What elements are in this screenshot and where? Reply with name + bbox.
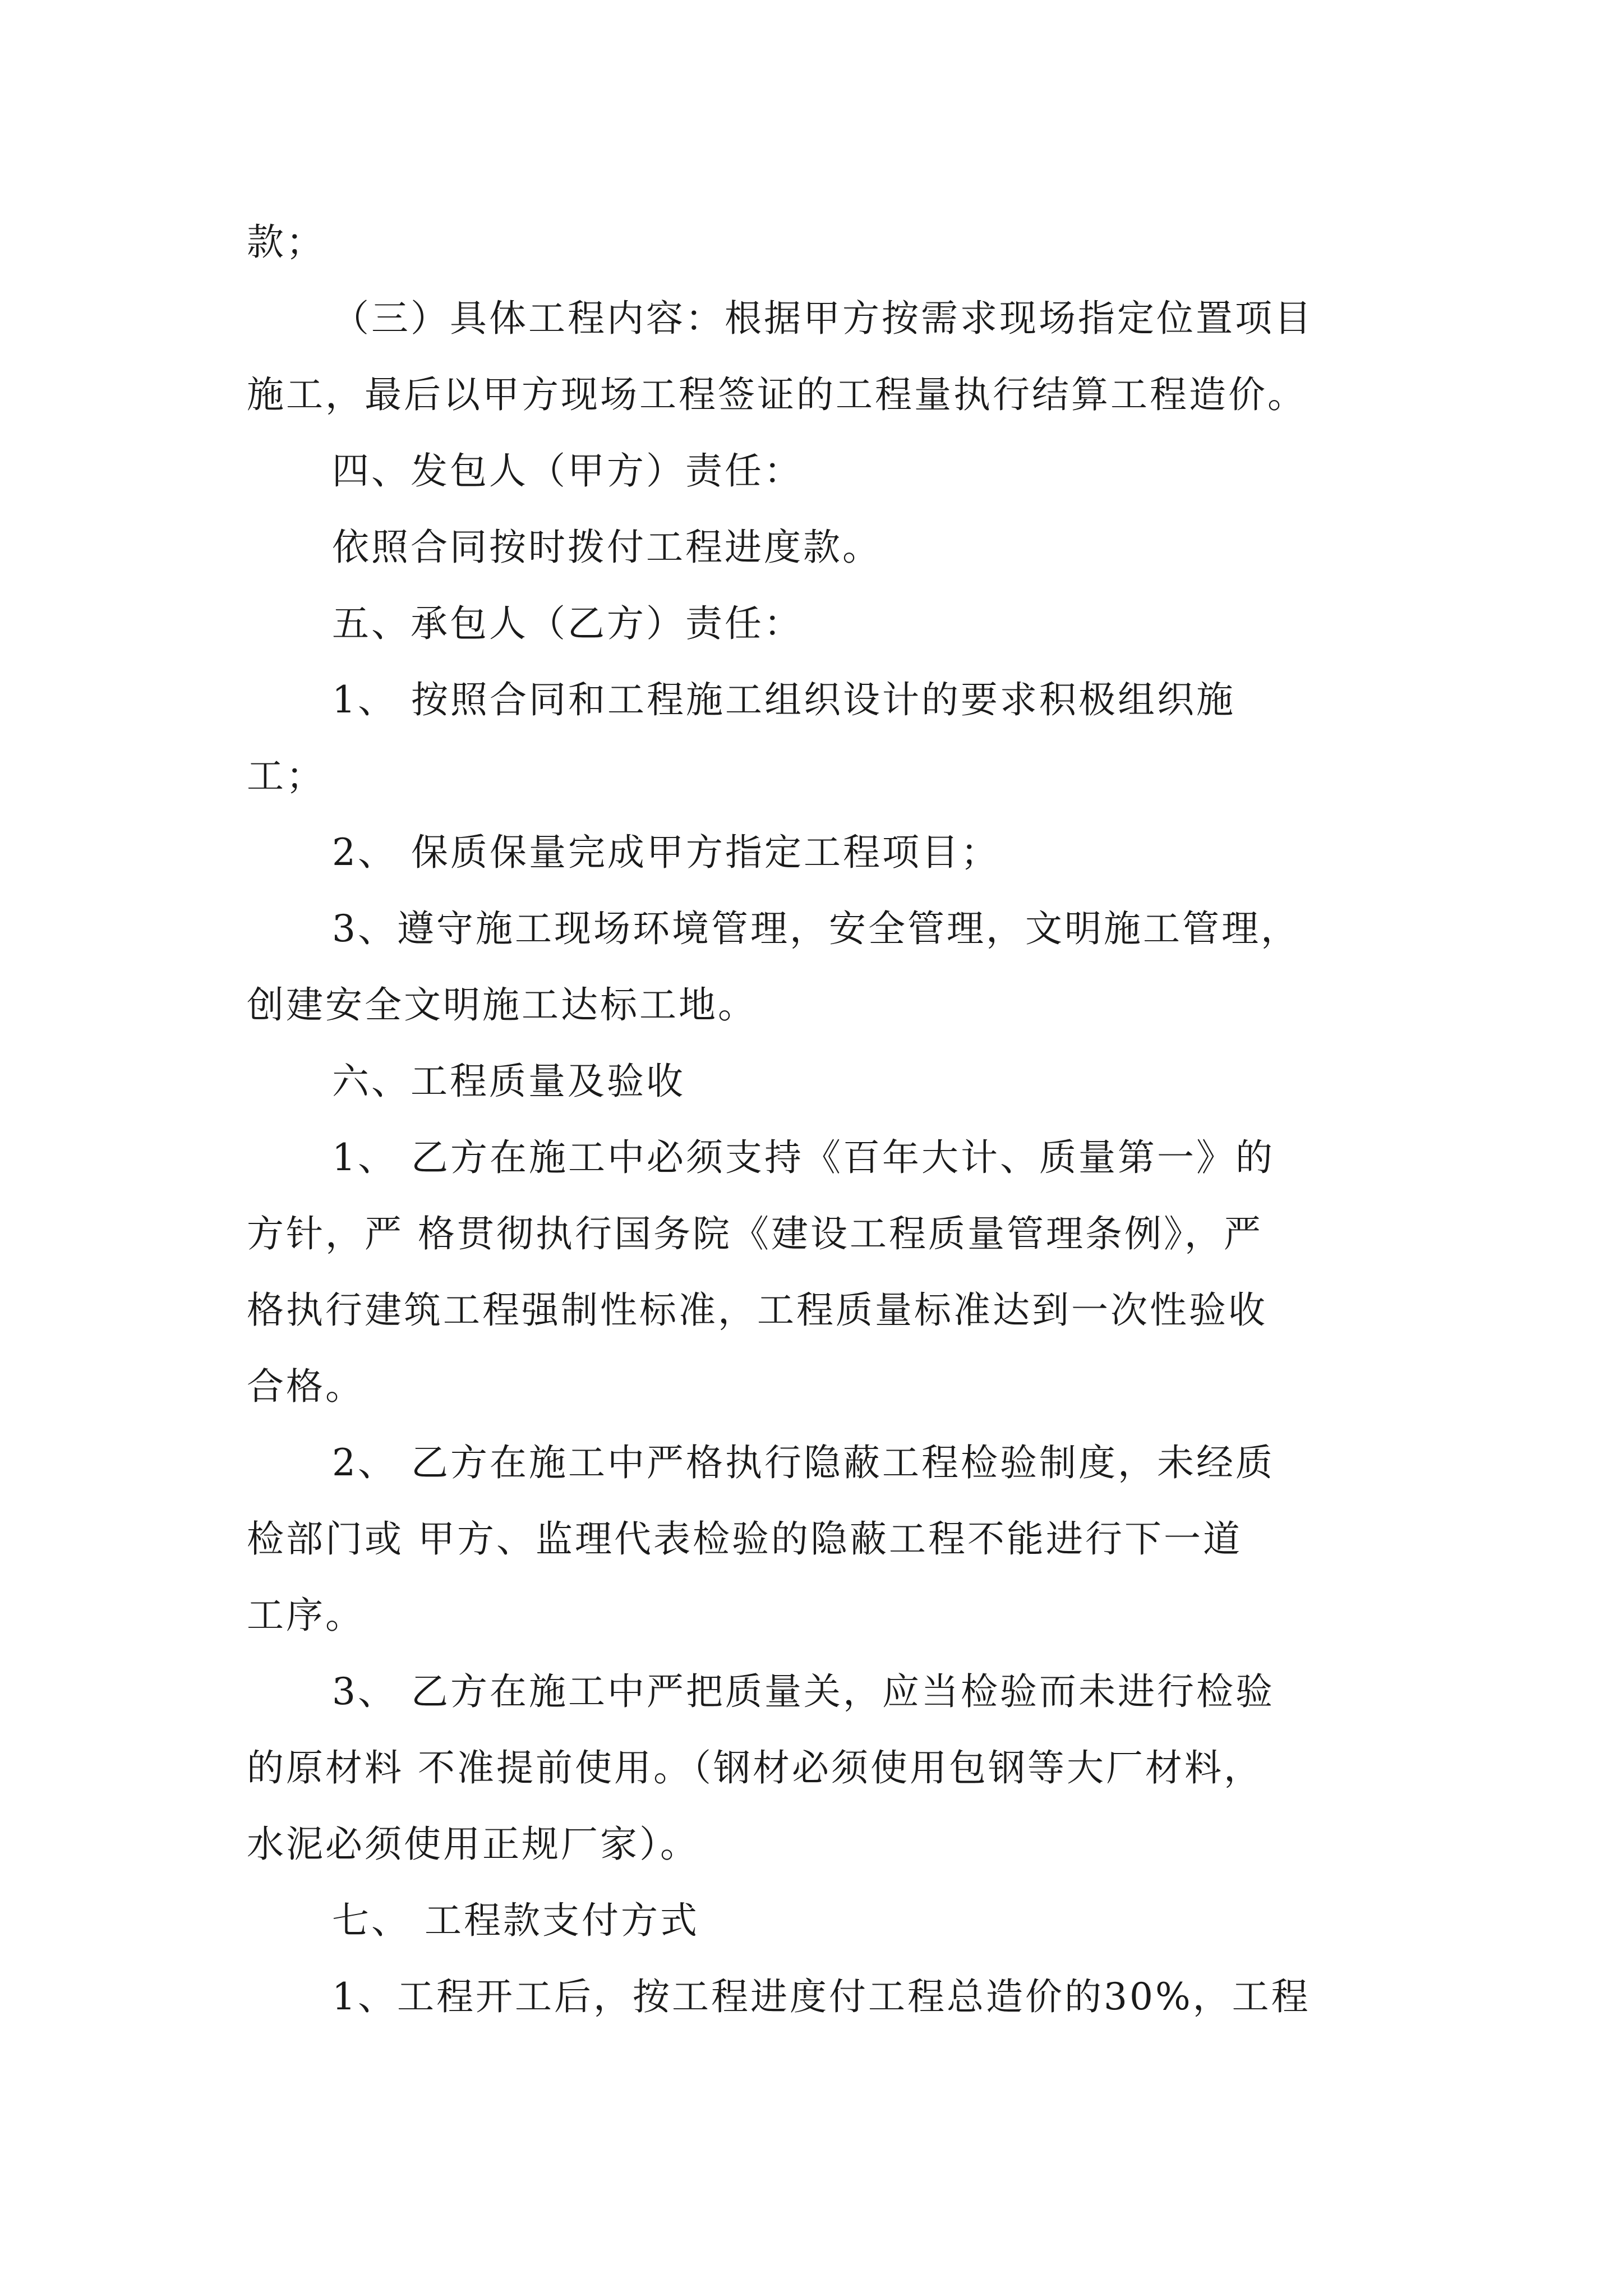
text-line: 工序。	[247, 1594, 365, 1637]
text-line: 方针，严 格贯彻执行国务院《建设工程质量管理条例》，严	[247, 1212, 1263, 1255]
text-line: 2、 乙方在施工中严格执行隐蔽工程检验制度，未经质	[332, 1441, 1275, 1484]
text-line: 合格。	[247, 1365, 365, 1408]
text-line: 五、承包人（乙方）责任：	[332, 602, 803, 645]
text-line: 的原材料 不准提前使用。（钢材必须使用包钢等大厂材料，	[247, 1746, 1263, 1789]
text-line: 2、 保质保量完成甲方指定工程项目；	[332, 831, 1000, 874]
text-line: 依照合同按时拨付工程进度款。	[332, 526, 882, 569]
text-line: 工；	[247, 754, 325, 798]
text-line: 1、 按照合同和工程施工组织设计的要求积极组织施	[332, 678, 1235, 721]
text-line: 六、工程质量及验收	[332, 1060, 685, 1103]
text-line: 检部门或 甲方、监理代表检验的隐蔽工程不能进行下一道	[247, 1517, 1242, 1561]
text-line: 3、遵守施工现场环境管理，安全管理，文明施工管理，	[332, 907, 1300, 950]
text-line: 水泥必须使用正规厂家）。	[247, 1823, 699, 1866]
text-line: 七、 工程款支付方式	[332, 1899, 699, 1942]
text-line: 格执行建筑工程强制性标准，工程质量标准达到一次性验收	[247, 1289, 1267, 1332]
text-line: 1、 乙方在施工中必须支持《百年大计、质量第一》的	[332, 1136, 1275, 1179]
text-line: 四、发包人（甲方）责任：	[332, 449, 803, 493]
text-line: 1、工程开工后，按工程进度付工程总造价的30%，工程	[332, 1975, 1311, 2018]
text-line: 创建安全文明施工达标工地。	[247, 983, 757, 1027]
text-line: （三）具体工程内容：根据甲方按需求现场指定位置项目	[332, 297, 1313, 340]
text-line: 3、 乙方在施工中严把质量关，应当检验而未进行检验	[332, 1670, 1275, 1713]
text-line: 款；	[247, 220, 325, 264]
text-line: 施工，最后以甲方现场工程签证的工程量执行结算工程造价。	[247, 373, 1307, 416]
